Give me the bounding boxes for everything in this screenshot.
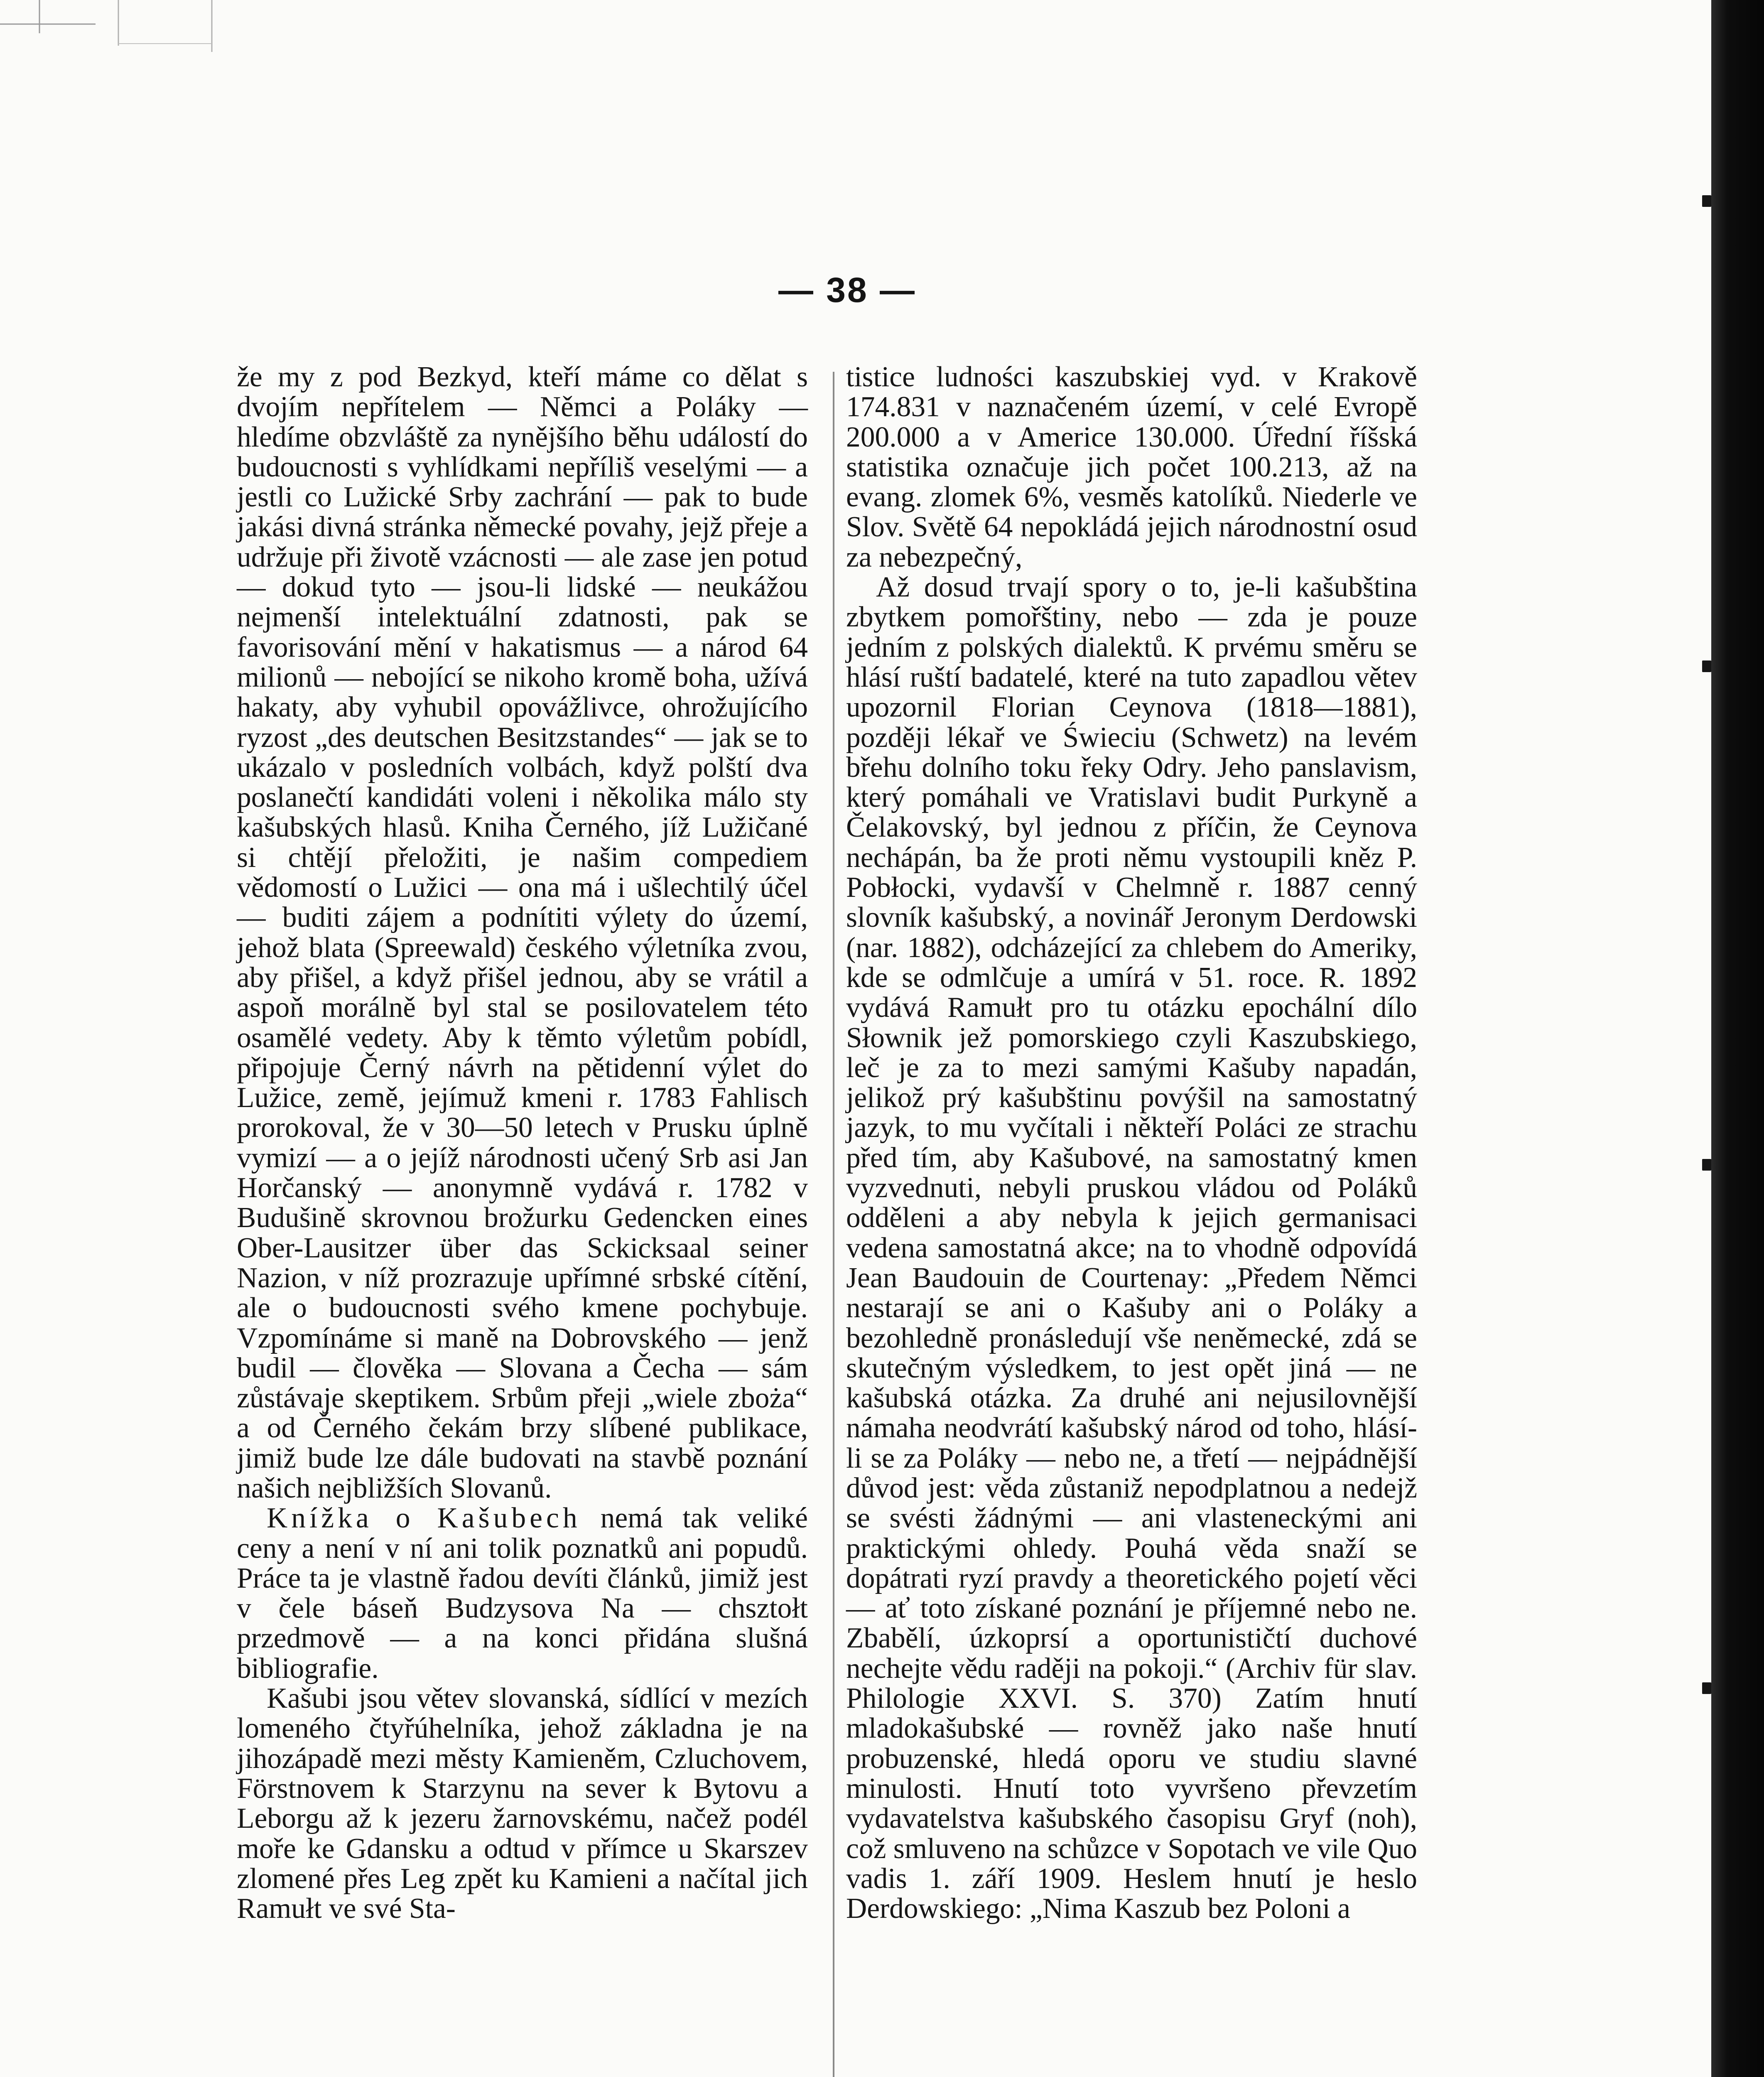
paragraph-text: nemá tak veliké ceny a není v ní ani tolik poznatků ani popudů. Práce ta je vlastně řadou devíti článků, jimiž jest v čele báseň Budzysova Na — chsztołt przedmově — a na konci přidána slušná bibliografie. [237, 1502, 808, 1684]
paragraph: Kašubi jsou větev slovanská, sídlící v mezích lomeného čtyřúhelníka, jehož základna je na jihozápadě mezi městy Kamieněm, Czluchovem, Förstnovem k Starzynu na sever k Bytovu a Leborgu až k jezeru žarnovskému, načež podél moře ke Gdansku a odtud v přímce u Skarszev zlomené přes Leg zpět ku Kamieni a načítal jich Ramułt ve své Sta- [237, 1682, 808, 1925]
right-column [846, 362, 1417, 1924]
paragraph: Až dosud trvají spory o to, je-li kašubština zbytkem pomořštiny, nebo — zda je pouze jedním z polských dialektů. K prvému směru se hlásí ruští badatelé, které na tuto zapadlou větev upozornil Florian Ceynova (1818—1881), později lékař ve Świeciu (Schwetz) na levém břehu dolního toku řeky Odry. Jeho panslavism, který pomáhali ve Vratislavi budit Purkyně a Čelakovský, byl jednou z příčin, že Ceynova nechápán, ba že proti němu vystoupili kněz P. Pobłocki, vydavší v Chelmně r. 1887 cenný slovník kašubský, a novinář Jeronym Derdowski (nar. 1882), odcházející za chlebem do Ameriky, kde se odmlčuje a umírá v 51. roce. R. 1892 vydává Ramułt pro tu otázku epochální dílo Słownik jež pomorskiego czyli Kaszubskiego, leč je za to mezi samými Kašuby napadán, jelikož prý kašubštinu povýšil na samostatný jazyk, to mu vyčítali i někteří Poláci ze strachu před tím, aby Kašubové, na samostatný kmen vyzvednuti, nebyli pruskou vládou od Poláků odděleni a aby nebyla k jejich germanisaci vedena samostatná akce; na to vhodně odpovídá Jean Baudouin de Courtenay: „Předem Němci nestarají se ani o Kašuby ani o Poláky a bezohledně pronásledují vše neněmecké, zdá se skutečným výsledkem, to jest opět jiná — ne kašubská otázka. Za druhé ani nejusilovnější námaha neodvrátí kašubský národ od toho, hlásí-li se za Poláky — nebo ne, a třetí — nejpádnější důvod jest: věda zůstaniž nepodplatnou a nedejž se svésti žádnými — ani vlasteneckými ani praktickými ohledy. Pouhá věda snaží se dopátrati ryzí pravdy a theoretického pojetí věci — ať toto získané poznání je příjemné nebo ne. Zbabělí, úzkoprsí a oportunističtí duchové nechejte vědu raději na pokoji.“ (Archiv für slav. Philologie XXVI. S. 370) Zatím hnutí mladokašubské — rovněž jako naše hnutí probuzenské, hledá oporu ve studiu slavné minulosti. Hnutí toto vyvršeno převzetím vydavatelstva kašubského časopisu Gryf (noh), což smluveno na schůzce v Sopotach ve vile Quo vadis 1. září 1909. Heslem hnutí je heslo Derdowskiego: „Nima Kaszub bez Poloni a [846, 571, 1417, 1925]
paragraph: že my z pod Bezkyd, kteří máme co dělat s dvojím nepřítelem — Němci a Poláky — hledíme obzvláště za nynějšího běhu událostí do budoucnosti s vyhlídkami nepříliš veselými — a jestli co Lužické Srby zachrání — pak to bude jakási divná stránka německé povahy, jejž přeje a udržuje při životě vzácnosti — ale zase jen potud — dokud tyto — jsou-li lidské — neukážou nejmenší intelektuální zdatnosti, pak se favorisování mění v hakatismus — a národ 64 milionů — nebojící se nikoho kromě boha, užívá hakaty, aby vyhubil opovážlivce, ohrožujícího ryzost „des deutschen Besitzstandes“ — jak se to ukázalo v posledních volbách, když polští dva poslanečtí kandidáti voleni i několika málo sty kašubských hlasů. Kniha Černého, jíž Lužičané si chtějí přeložiti, je našim compediem vědomostí o Lužici — ona má i ušlechtilý účel — buditi zájem a podnítiti výlety do území, jehož blata (Spreewald) českého výletníka zvou, aby přišel, a když přišel jednou, aby se vrátil a aspoň morálně byl stal se posilovatelem této osamělé vedety. Aby k těmto výletům pobídl, připojuje Černý návrh na pětidenní výlet do Lužice, země, jejímuž kmeni r. 1783 Fahlisch prorokoval, že v 30—50 letech v Prusku úplně vymizí — a o jejíž národnosti učený Srb asi Jan Horčanský — anonymně vydává r. 1782 v Budušině skrovnou brožurku Gedencken eines Ober-Lausitzer über das Sckicksaal seiner Nazion, v níž prozrazuje upřímné srbské cítění, ale o budoucnosti svého kmene pochybuje. Vzpomínáme si maně na Dobrovského — jenž budil — člověka — Slovana a Čecha — sám zůstávaje skeptikem. Srbům přeji „wiele zboża“ a od Černého čekám brzy slíbené publikace, jimiž bude lze dále budovati na stavbě poznání našich nejbližších Slovanů. [237, 361, 808, 1504]
left-column [237, 362, 808, 1924]
column-divider [833, 372, 834, 2077]
spaced-heading-text: Knížka o Kašubech [267, 1502, 581, 1534]
scan-corner-mark [0, 0, 224, 54]
paragraph: tistice ludności kaszubskiej vyd. v Krakově 174.831 v naznačeném území, v celé Evropě 200.000 a v Americe 130.000. Úřední říšská statistika označuje jich počet 100.213, až na evang. zlomek 6%, vesměs katolíků. Niederle ve Slov. Světě 64 nepokládá jejich národnostní osud za nebezpečný, [846, 361, 1417, 573]
page-number: — 38 — [778, 270, 917, 309]
scan-right-edge [1711, 0, 1764, 2077]
paragraph [237, 1503, 808, 1684]
